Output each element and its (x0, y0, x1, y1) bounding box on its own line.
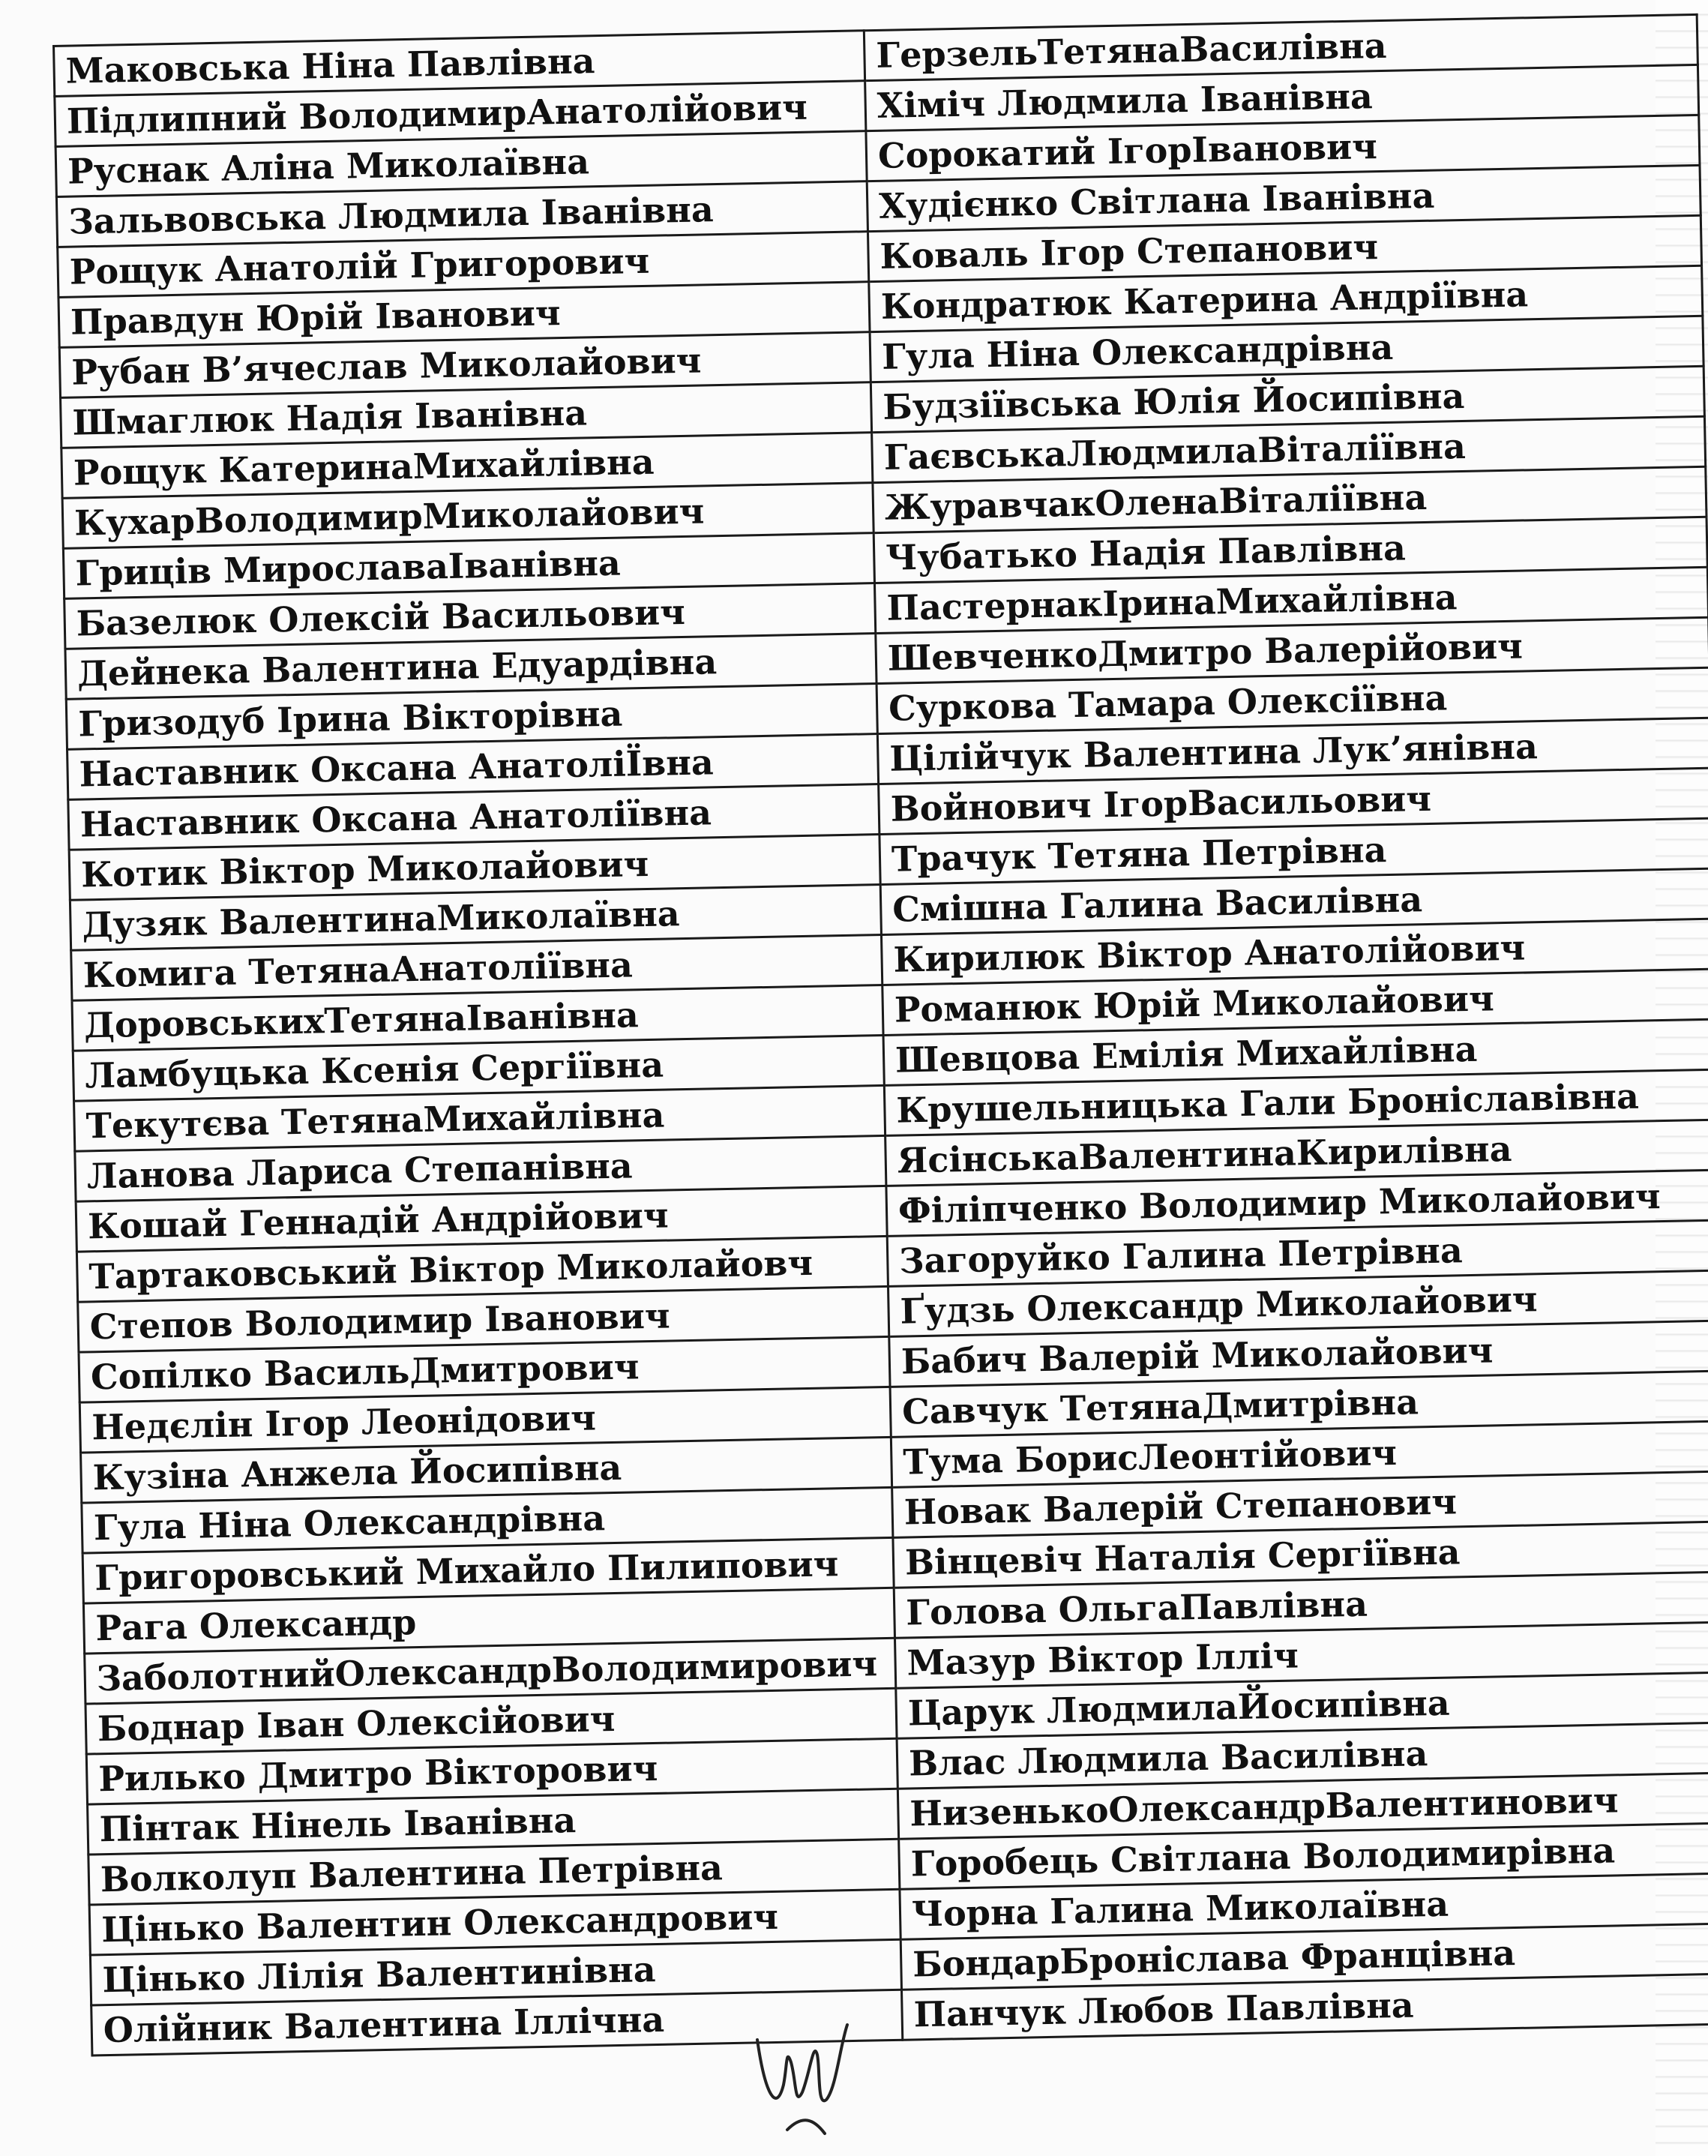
name-cell-right: Чубатько Надія Павлівна (873, 517, 1707, 583)
name-cell-left: Рага Олександр (83, 1588, 894, 1654)
name-cell-right: Сорокатий ІгорІванович (866, 115, 1700, 181)
name-cell-left: Кузіна Анжела Йосипівна (81, 1437, 892, 1503)
names-table-body (54, 14, 1708, 2056)
name-cell-right: Тума БорисЛеонтійович (891, 1421, 1708, 1487)
name-cell-left: Ламбуцька Ксенія Сергіївна (73, 1035, 884, 1101)
name-cell-left: Маковська Ніна Павлівна (54, 31, 865, 97)
name-cell-right: Загоруйко Галина Петрівна (887, 1220, 1708, 1286)
name-cell-right: Коваль Ігор Степанович (867, 215, 1701, 281)
name-cell-right: Новак Валерій Степанович (892, 1471, 1708, 1537)
name-cell-right: Савчук ТетянаДмитрівна (890, 1371, 1708, 1437)
name-cell-left: Дейнека Валентина Едуардівна (65, 634, 876, 700)
name-cell-right: Трачук Тетяна Петрівна (879, 818, 1708, 884)
name-cell-left: Зальвовська Людмила Іванівна (56, 181, 867, 247)
handwritten-signature (742, 1995, 862, 2145)
name-cell-left: Руснак Аліна Миколаївна (55, 131, 867, 197)
name-cell-left: Наставник Оксана Анатоліївна (68, 784, 879, 850)
name-cell-right: Шевцова Емілія Михайлівна (883, 1019, 1708, 1085)
name-cell-right: ЖуравчакОленаВіталіївна (873, 466, 1707, 532)
name-cell-left: ДоровськихТетянаІванівна (72, 985, 883, 1051)
name-cell-left: Котик Віктор Миколайович (69, 835, 880, 901)
name-cell-right: Влас Людмила Василівна (897, 1723, 1708, 1789)
name-cell-left: Олійник Валентина Іллічна (91, 1990, 903, 2056)
name-cell-right: Романюк Юрій Миколайович (882, 969, 1708, 1035)
name-cell-right: Мазур Віктор Ілліч (894, 1622, 1708, 1688)
name-cell-left: Пінтак Нінель Іванівна (88, 1789, 899, 1855)
name-cell-left: Комига ТетянаАнатоліївна (71, 934, 882, 1000)
name-cell-right: Ґудзь Олександр Миколайович (888, 1270, 1708, 1336)
name-cell-right: ШевченкоДмитро Валерійович (876, 617, 1708, 683)
names-sheet (52, 14, 1689, 2137)
name-cell-left: Степов Володимир Іванович (78, 1286, 889, 1352)
name-cell-left: Цінько Валентин Олександрович (89, 1889, 900, 1955)
name-cell-left: Сопілко ВасильДмитрович (79, 1336, 890, 1402)
name-cell-right: ПастернакІринаМихайлівна (874, 567, 1708, 633)
name-cell-left: Правдун Юрій Іванович (58, 282, 870, 348)
name-cell-left: Недєлін Ігор Леонідович (79, 1387, 891, 1453)
name-cell-left: Дузяк ВалентинаМиколаївна (70, 885, 881, 951)
name-cell-right: Хіміч Людмила Іванівна (865, 64, 1699, 130)
name-cell-right: Гула Ніна Олександрівна (870, 316, 1704, 382)
name-cell-right: Крушельницька Гали Броніславівна (884, 1069, 1708, 1135)
name-cell-left: Цінько Лілія Валентинівна (90, 1939, 901, 2005)
name-cell-left: Рубан В’ячеслав Миколайович (59, 332, 870, 398)
name-cell-left: Гризодуб Ірина Вікторівна (66, 684, 877, 750)
name-cell-left: Григоровський Михайло Пилипович (82, 1537, 894, 1603)
name-cell-right: Філіпченко Володимир Миколайович (886, 1170, 1708, 1236)
name-cell-right: Чорна Галина Миколаївна (900, 1873, 1708, 1939)
name-cell-right: НизенькоОлександрВалентинович (897, 1773, 1708, 1839)
name-cell-left: Гула Ніна Олександрівна (82, 1487, 893, 1553)
name-cell-right: ГаєвськаЛюдмилаВіталіївна (872, 416, 1706, 482)
names-table (52, 13, 1708, 2057)
name-cell-left: Наставник Оксана АнатоліЇвна (67, 734, 879, 800)
name-cell-left: Підлипний ВолодимирАнатолійович (55, 81, 866, 147)
name-cell-left: Шмаглюк Надія Іванівна (61, 382, 872, 448)
name-cell-right: Худієнко Світлана Іванівна (867, 165, 1701, 231)
name-cell-left: Кошай Геннадій Андрійович (76, 1186, 887, 1252)
name-cell-left: Рощук Анатолій Григорович (58, 232, 869, 298)
name-cell-left: Текутєва ТетянаМихайлівна (74, 1085, 885, 1151)
name-cell-left: Рощук КатеринаМихайлівна (61, 433, 873, 499)
name-cell-right: Цілійчук Валентина Лук’янівна (877, 718, 1708, 784)
name-cell-left: Гриців МирославаІванівна (63, 533, 874, 599)
name-cell-left: Боднар Іван Олексійович (85, 1688, 897, 1754)
name-cell-right: Кирилюк Віктор Анатолійович (881, 919, 1708, 985)
name-cell-right: Смішна Галина Василівна (880, 868, 1708, 934)
name-cell-left: Базелюк Олексій Васильович (64, 583, 876, 649)
name-cell-right: Царук ЛюдмилаЙосипівна (896, 1672, 1708, 1738)
name-cell-right: Вінцевіч Наталія Сергіївна (893, 1522, 1708, 1588)
name-cell-left: Рилько Дмитро Вікторович (86, 1738, 897, 1804)
name-cell-right: ЯсінськаВалентинаКирилівна (885, 1120, 1708, 1186)
name-cell-left: Ланова Лариса Степанівна (75, 1135, 886, 1201)
name-cell-left: Тартаковський Віктор Миколайовч (76, 1236, 888, 1302)
name-cell-right: Панчук Любов Павлівна (901, 1974, 1708, 2040)
name-cell-right: Суркова Тамара Олексіївна (876, 667, 1708, 733)
name-cell-right: Войнович ІгорВасильович (879, 768, 1708, 834)
name-cell-left: Волколуп Валентина Петрівна (88, 1839, 900, 1905)
name-cell-right: Горобець Світлана Володимирівна (899, 1823, 1708, 1889)
name-cell-right: Кондратюк Катерина Андріївна (869, 265, 1703, 331)
name-cell-right: Голова ОльгаПавлівна (894, 1572, 1708, 1638)
name-cell-left: ЗаболотнийОлександрВолодимирович (85, 1638, 896, 1704)
name-cell-right: Будзіївська Юлія Йосипівна (870, 366, 1704, 432)
name-cell-left: КухарВолодимирМиколайович (62, 483, 873, 549)
name-cell-right: Бабич Валерій Миколайович (889, 1321, 1708, 1387)
name-cell-right: БондарБроніслава Францівна (900, 1924, 1708, 1990)
name-cell-right: ГерзельТетянаВасилівна (864, 14, 1698, 80)
